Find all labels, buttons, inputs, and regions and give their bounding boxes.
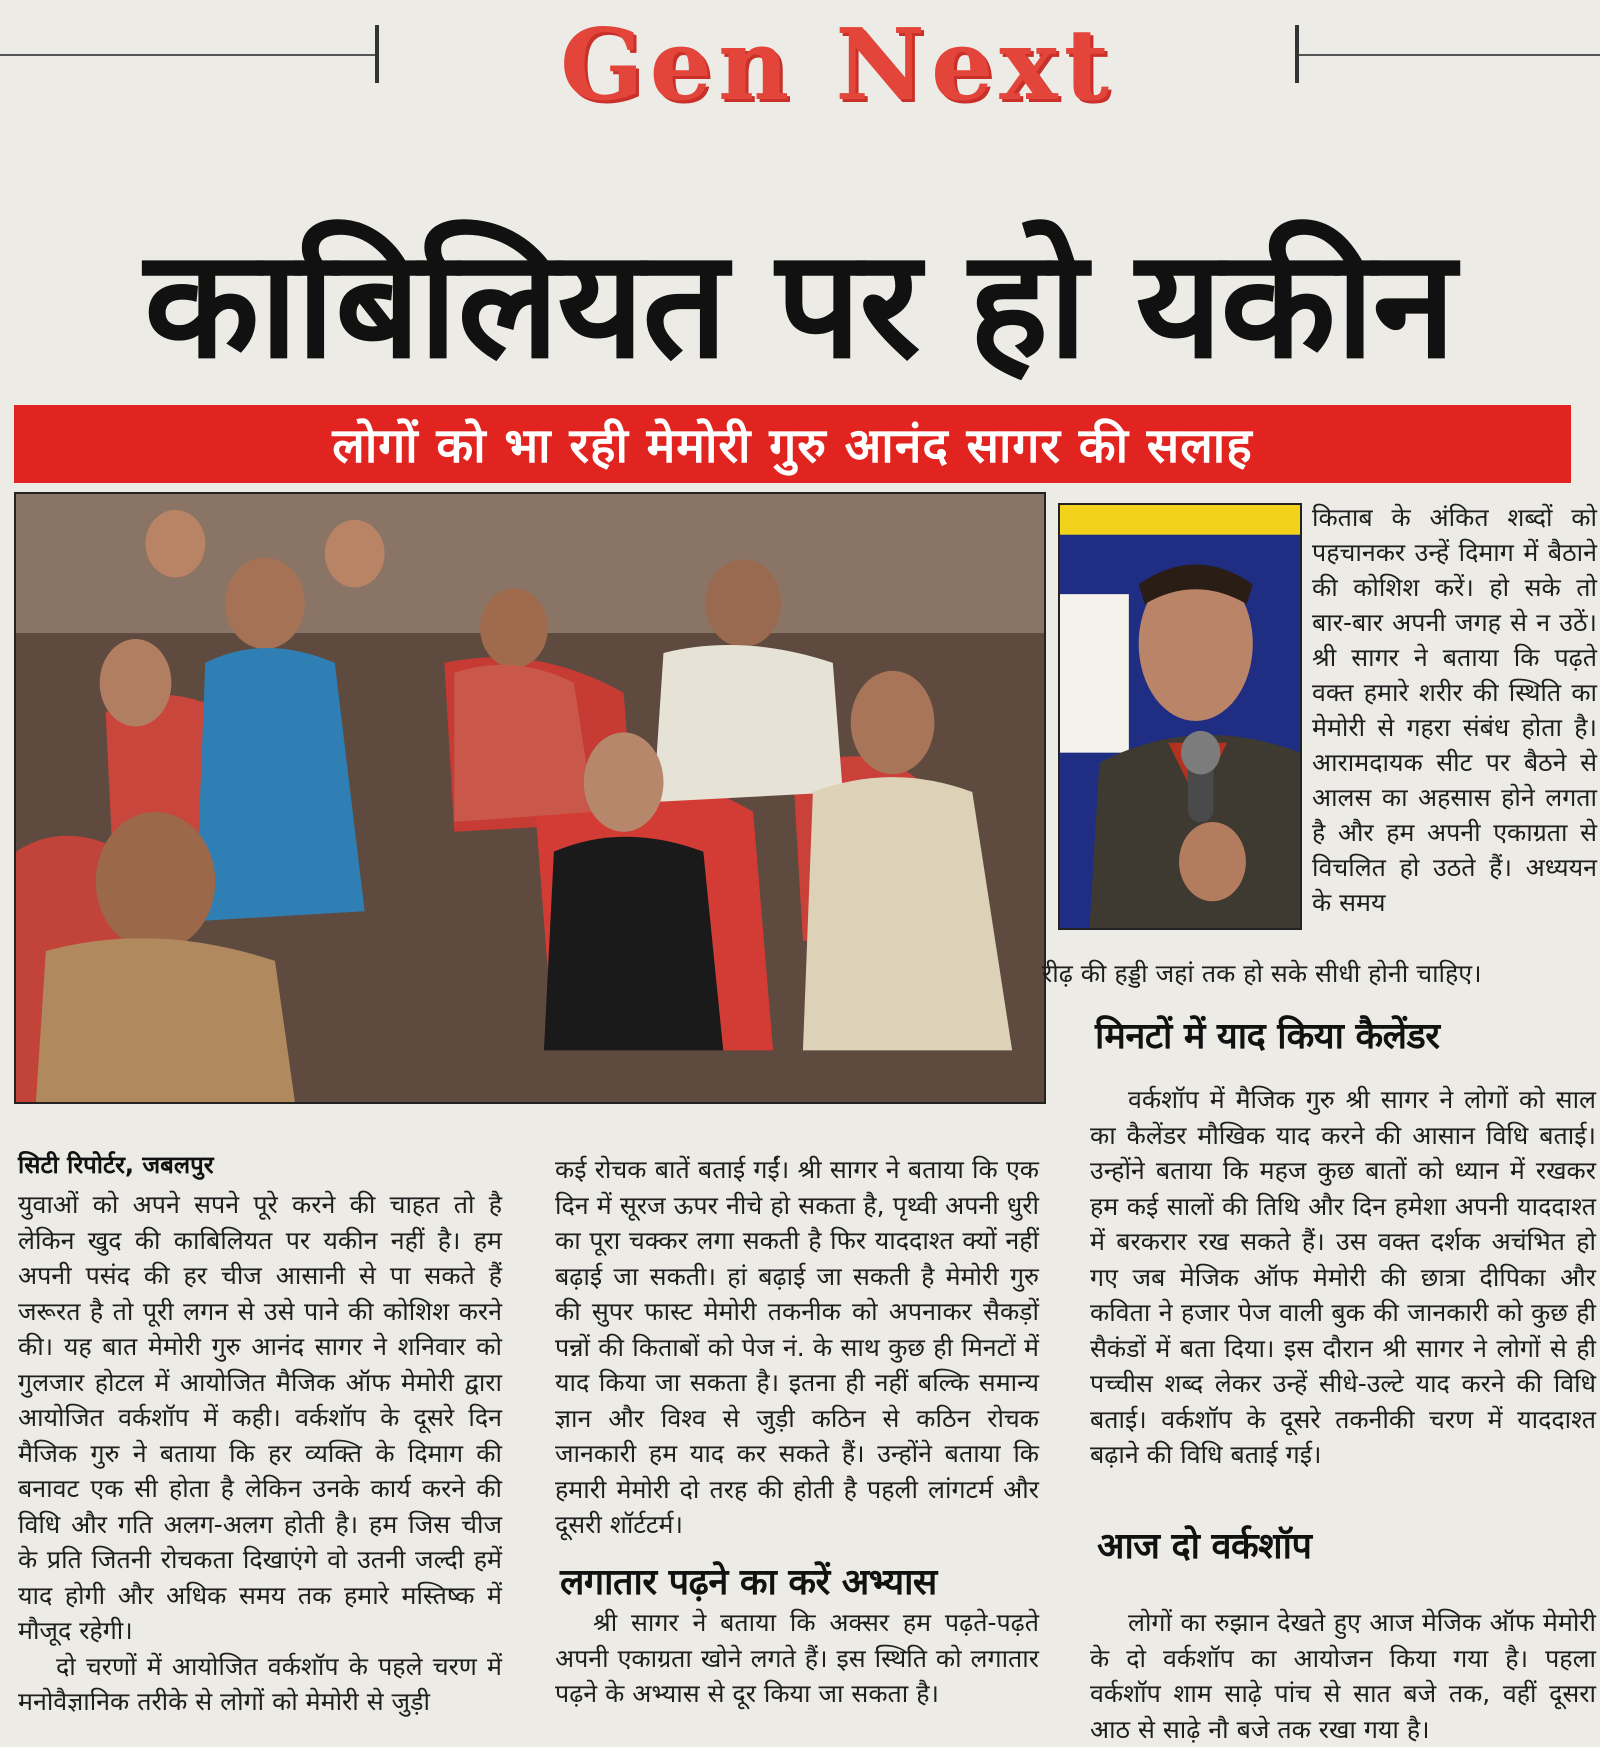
- paragraph: रीढ़ की हड्डी जहां तक हो सके सीधी होनी चाहिए।: [1042, 959, 1482, 988]
- subtitle-banner: [14, 405, 1571, 483]
- article-column-left: [18, 1187, 502, 1720]
- masthead-rule-right: [1299, 54, 1600, 56]
- headline: काबिलियत पर हो यकीन: [144, 218, 1454, 392]
- masthead-rule-left: [0, 54, 375, 56]
- paragraph: वर्कशॉप में मैजिक गुरु श्री सागर ने लोगों को साल का कैलेंडर मौखिक याद करने की आसान विधि बताई। उन्होंने बताया कि महज कुछ बातों को ध्यान में रखकर हम कई सालों की तिथि और दिन हमेशा अपनी याददाश्त में बरकरार रख सकते हैं। उस वक्त दर्शक अचंभित हो गए जब मेजिक ऑफ मेमोरी की छात्रा दीपिका और कविता ने हजार पेज वाली बुक की जानकारी को कुछ ही सैकंडों में बता दिया। इस दौरान श्री सागर ने लोगों से ही पच्चीस शब्द लेकर उन्हें सीधे-उल्टे याद करने की विधि बताई। वर्कशॉप के दूसरे तकनीकी चरण में याददाश्त बढ़ाने की विधि बताई गई।: [1090, 1085, 1596, 1469]
- paragraph: लोगों का रुझान देखते हुए आज मेजिक ऑफ मेमोरी के दो वर्कशॉप का आयोजन किया गया है। पहला वर्कशॉप शाम साढ़े पांच से सात बजे तक, वहीं दूसरा आठ से साढ़े नौ बजे तक रखा गया है।: [1090, 1608, 1596, 1744]
- section-title: Gen Next: [559, 8, 1116, 123]
- subhead-practice: लगातार पढ़ने का करें अभ्यास: [560, 1562, 937, 1603]
- paragraph: कई रोचक बातें बताई गईं। श्री सागर ने बताया कि एक दिन में सूरज ऊपर नीचे हो सकता है, पृथ्वी अपनी धुरी का पूरा चक्कर लगा सकती है फिर याददाश्त क्यों नहीं बढ़ाई जा सकती। हां बढ़ाई जा सकती है मेमोरी गुरु की सुपर फास्ट मेमोरी तकनीक को अपनाकर सैकड़ों पन्नों की किताबों को पेज नं. के साथ कुछ ही मिनटों में याद किया जा सकता है। इतना ही नहीं बल्कि समान्य ज्ञान और विश्व से जुड़ी कठिन से कठिन रोचक जानकारी हम याद कर सकते हैं। उन्होंने बताया कि हमारी मेमोरी दो तरह की होती है पहली लांगटर्म और दूसरी शॉर्टटर्म।: [555, 1155, 1039, 1539]
- subhead-workshop: आज दो वर्कशॉप: [1097, 1526, 1312, 1567]
- masthead-divider-left: [375, 25, 379, 83]
- article-column-middle: [555, 1152, 1039, 1543]
- audience-photo: [14, 492, 1046, 1104]
- paragraph: दो चरणों में आयोजित वर्कशॉप के पहले चरण में मनोवैज्ञानिक तरीके से लोगों को मेमोरी से जुड़ी: [18, 1651, 502, 1716]
- article-column-right: [1090, 1082, 1596, 1473]
- masthead: [0, 0, 1600, 123]
- speaker-photo: [1058, 503, 1302, 930]
- paragraph: श्री सागर ने बताया कि अक्सर हम पढ़ते-पढ़ते अपनी एकाग्रता खोने लगते हैं। इस स्थिति को लगातार पढ़ने के अभ्यास से दूर किया जा सकता है।: [555, 1608, 1039, 1708]
- byline: सिटी रिपोर्टर, जबलपुर: [18, 1151, 214, 1179]
- subhead-calendar: मिनटों में याद किया कैलेंडर: [1095, 1016, 1440, 1057]
- article-column-right-bottom: [1090, 1605, 1596, 1747]
- article-column-right-top: [1312, 500, 1597, 920]
- subtitle-text: लोगों को भा रही मेमोरी गुरु आनंद सागर की सलाह: [332, 417, 1253, 474]
- article-column-right-wide: [1042, 957, 1597, 991]
- paragraph: युवाओं को अपने सपने पूरे करने की चाहत तो है लेकिन खुद की काबिलियत पर यकीन नहीं है। हम अपनी पसंद की हर चीज आसानी से पा सकते हैं जरूरत है तो पूरी लगन से उसे पाने की कोशिश करने की। यह बात मेमोरी गुरु आनंद सागर ने शनिवार को गुलजार होटल में आयोजित मैजिक ऑफ मेमोरी द्वारा आयोजित वर्कशॉप में कही। वर्कशॉप के दूसरे दिन मैजिक गुरु ने बताया कि हर व्यक्ति के दिमाग की बनावट एक सी होता है लेकिन उनके कार्य करने की विधि और गति अलग-अलग होती है। हम जिस चीज के प्रति जितनी रोचकता दिखाएंगे वो उतनी जल्दी हमें याद होगी और अधिक समय तक हमारे मस्तिष्क में मौजूद रहेगी।: [18, 1190, 502, 1645]
- article-column-middle-bottom: [555, 1605, 1039, 1712]
- paragraph: किताब के अंकित शब्दों को पहचानकर उन्हें दिमाग में बैठाने की कोशिश करें। हो सके तो बार-बार अपनी जगह से न उठें। श्री सागर ने बताया कि पढ़ते वक्त हमारे शरीर की स्थिति का मेमोरी से गहरा संबंध होता है। आरामदायक सीट पर बैठने से आलस का अहसास होने लगता है और हम अपनी एकाग्रता से विचलित हो उठते हैं। अध्ययन के समय: [1312, 503, 1597, 917]
